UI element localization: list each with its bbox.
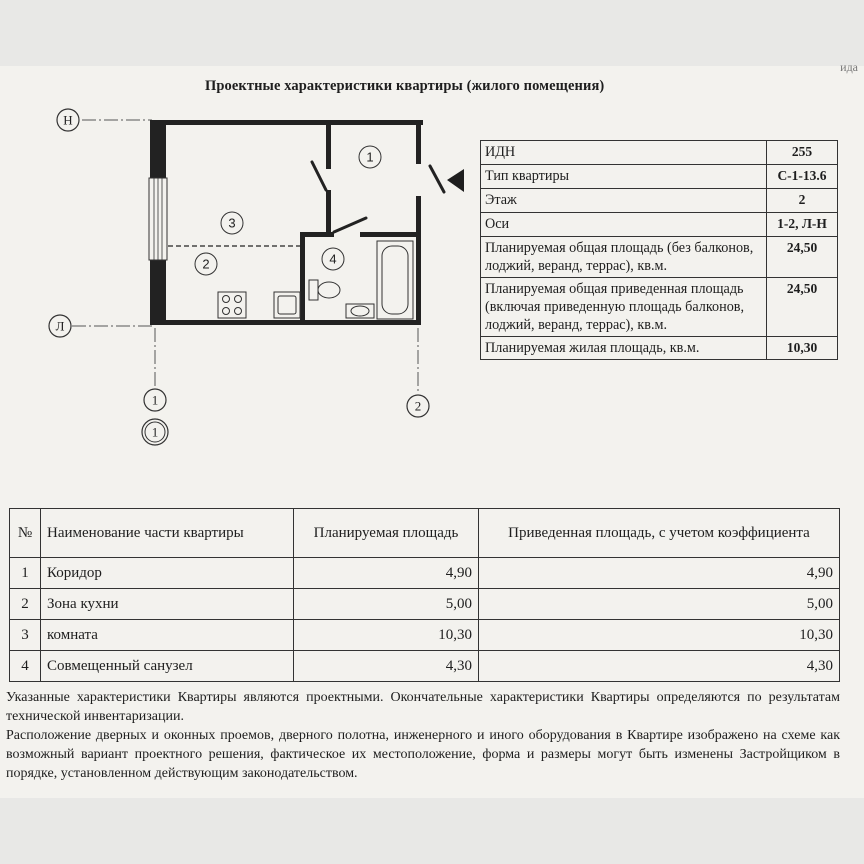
spec-label: Тип квартиры [481,165,767,189]
axis-marker-h [57,109,79,131]
spec-value: С-1-13.6 [767,165,838,189]
notes [6,688,840,783]
spec-label: Оси [481,213,767,237]
note-paragraph-1: Указанные характеристики Квартиры являются проектными. Окончательные характеристики Квартиры определяются по результатам технической инвентаризации. [6,690,840,724]
room-num: 4 [10,651,41,682]
axis-label-2: 2 [414,398,422,414]
specs-row [481,278,838,337]
room-num: 3 [10,620,41,651]
room-reduced-area: 5,00 [479,589,840,620]
room-reduced-area: 10,30 [479,620,840,651]
axis-marker-1 [144,389,166,411]
room-reduced-area: 4,30 [479,651,840,682]
spec-value: 24,50 [767,237,838,278]
rooms-table [9,508,840,682]
specs-row [481,237,838,278]
room-num: 1 [10,558,41,589]
header-name: Наименование части квартиры [41,509,294,558]
table-row [10,558,840,589]
room-area: 4,30 [294,651,479,682]
room-reduced-area: 4,90 [479,558,840,589]
spec-value: 10,30 [767,337,838,360]
axis-marker-1-double [142,419,168,445]
room-number-3: 3 [228,215,236,231]
table-row [10,651,840,682]
header-area: Планируемая площадь [294,509,479,558]
toilet-icon [309,280,340,300]
entrance-arrow-icon [447,169,464,192]
doors [312,162,444,232]
page-corner-fragment: ида [840,60,858,74]
specs-row [481,337,838,360]
specs-row [481,165,838,189]
kitchen-sink-icon [274,292,300,318]
specs-row [481,141,838,165]
spec-value: 255 [767,141,838,165]
table-row [10,589,840,620]
room-number-2: 2 [202,256,210,272]
axis-marker-2 [407,395,429,417]
bathtub-icon [377,241,413,319]
axis-label-l: Л [55,318,65,334]
rooms-table-header [10,509,840,558]
note-paragraph-2: Расположение дверных и оконных проемов, дверного полотна, инженерного и иного оборудования в Квартире изображено на схеме как возможный вариант проектного решения, фактическое их местоположение, форма и размеры могут быть изменены Застройщиком в порядке, установленном действующим законодательством. [6,728,840,781]
window [149,178,167,260]
room-number-4: 4 [329,251,337,267]
spec-value: 1-2, Л-Н [767,213,838,237]
page-title: Проектные характеристики квартиры (жилого помещения) [205,78,605,94]
room-marker-1 [359,146,381,168]
header-num: № [10,509,41,558]
room-name: комната [41,620,294,651]
room-marker-2 [195,253,217,275]
spec-label: Этаж [481,189,767,213]
room-area: 5,00 [294,589,479,620]
room-area: 4,90 [294,558,479,589]
stove-icon [218,292,246,318]
room-name: Коридор [41,558,294,589]
spec-label: Планируемая общая приведенная площадь (включая приведенную площадь балконов, лоджий, веранд, террас), кв.м. [481,278,767,337]
table-row [10,620,840,651]
floor-plan [0,66,480,456]
spec-label: Планируемая общая площадь (без балконов, лоджий, веранд, террас), кв.м. [481,237,767,278]
spec-label: Планируемая жилая площадь, кв.м. [481,337,767,360]
header-reduced-area: Приведенная площадь, с учетом коэффициента [479,509,840,558]
spec-value: 24,50 [767,278,838,337]
room-marker-4 [322,248,344,270]
room-num: 2 [10,589,41,620]
room-marker-3 [221,212,243,234]
room-number-1: 1 [366,149,374,165]
apartment-specs-table [480,140,838,360]
axis-label-1: 1 [151,392,159,408]
axis-label-h: Н [63,112,73,128]
axis-label-1-circled: 1 [151,424,159,440]
room-area: 10,30 [294,620,479,651]
room-name: Совмещенный санузел [41,651,294,682]
axis-marker-l [49,315,71,337]
room-name: Зона кухни [41,589,294,620]
specs-row [481,213,838,237]
document-sheet [0,60,864,798]
spec-label: ИДН [481,141,767,165]
washbasin-icon [346,304,374,318]
spec-value: 2 [767,189,838,213]
specs-row [481,189,838,213]
